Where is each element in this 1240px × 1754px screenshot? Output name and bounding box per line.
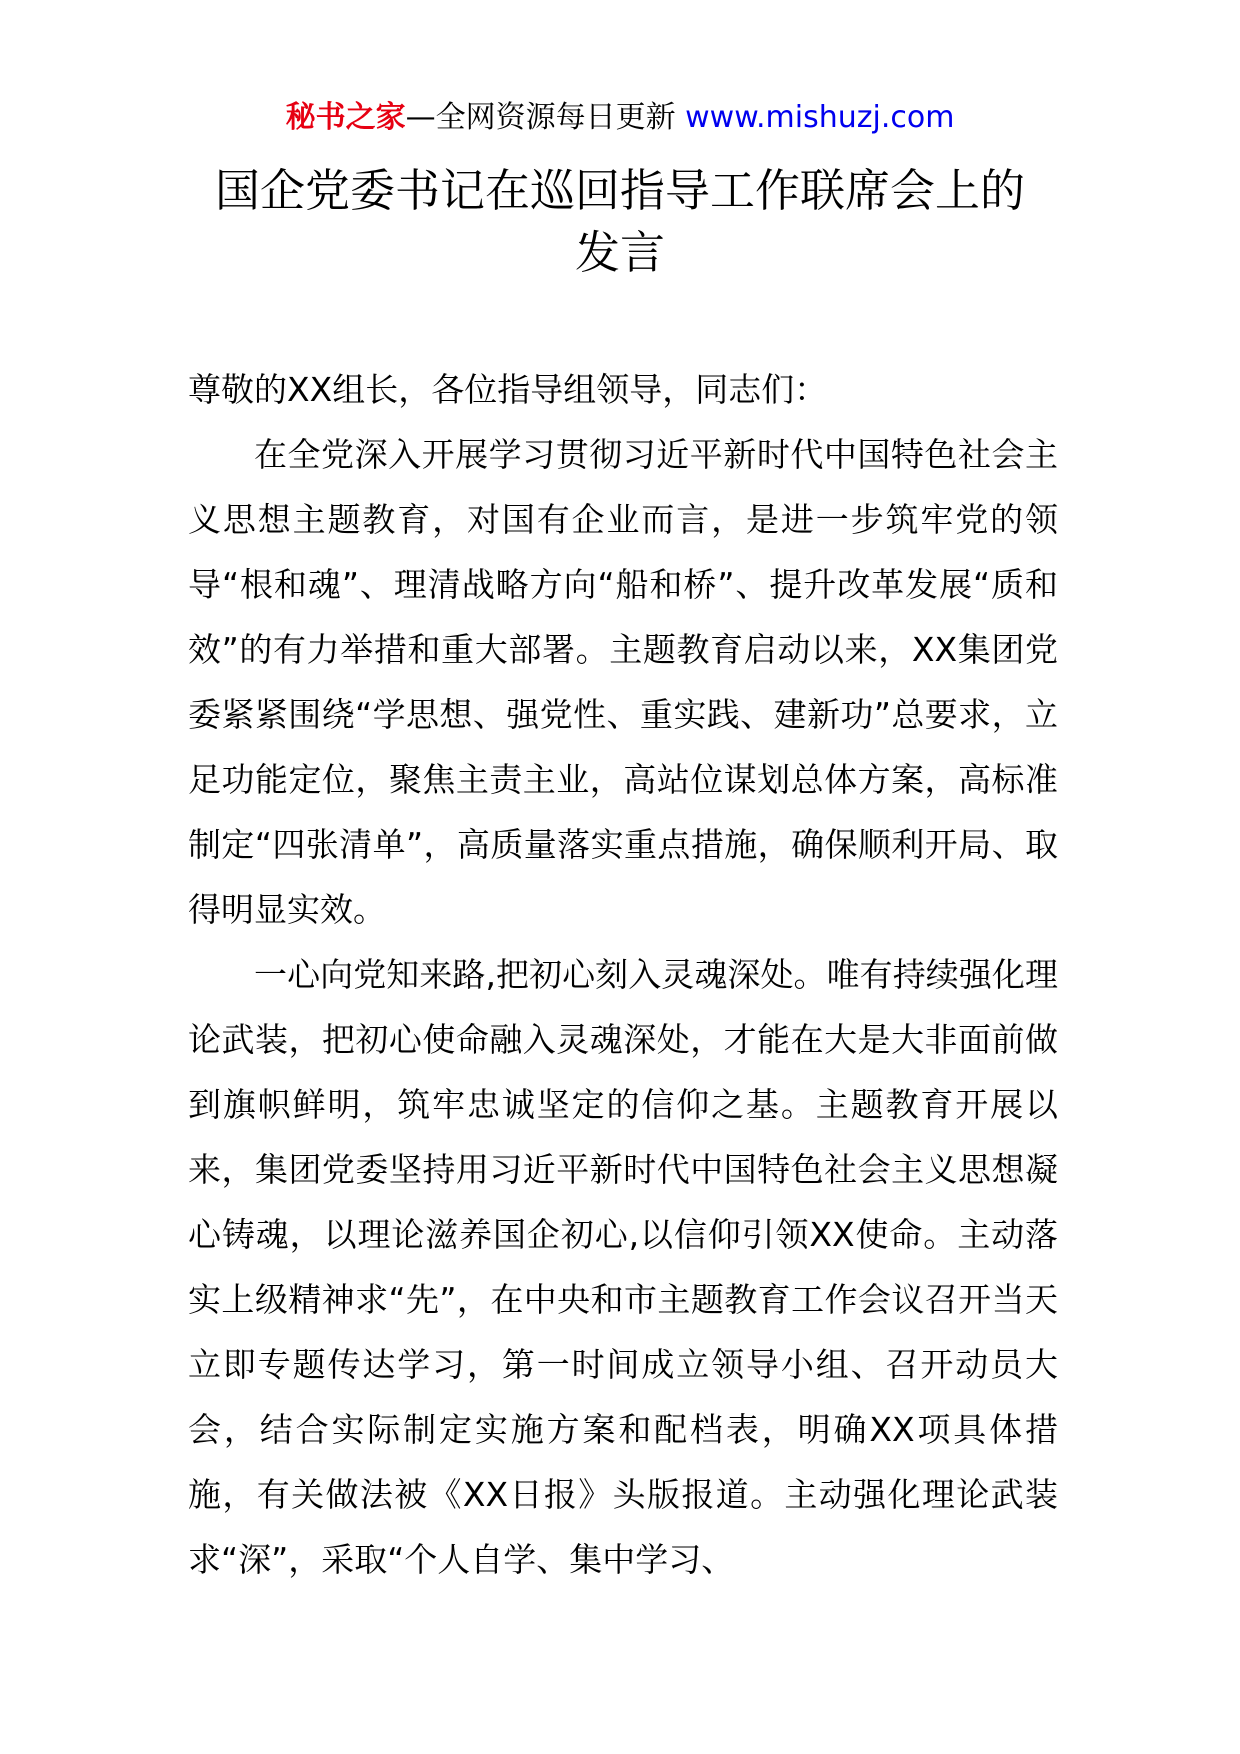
paragraph-intro: 在全党深入开展学习贯彻习近平新时代中国特色社会主义思想主题教育，对国有企业而言，是进一步筑牢党的领导“根和魂”、理清战略方向“船和桥”、提升改革发展“质和效”的有力举措和重大部署。主题教育启动以来，XX集团党委紧紧围绕“学思想、强党性、重实践、建新功”总要求，立足功能定位，聚焦主责主业，高站位谋划总体方案，高标准制定“四张清单”，高质量落实重点措施，确保顺利开局、取得明显实效。 bbox=[188, 435, 1058, 929]
document-title bbox=[170, 160, 1070, 284]
document-body bbox=[188, 357, 1058, 1592]
site-url-link[interactable]: www.mishuzj.com bbox=[685, 100, 955, 135]
brand-name: 秘书之家 bbox=[285, 100, 406, 135]
title-line-2: 发言 bbox=[574, 226, 665, 279]
paragraph-section-1: 一心向党知来路,把初心刻入灵魂深处。唯有持续强化理论武装，把初心使命融入灵魂深处，才能在大是大非面前做到旗帜鲜明，筑牢忠诚坚定的信仰之基。主题教育开展以来，集团党委坚持用习近平新时代中国特色社会主义思想凝心铸魂，以理论滋养国企初心,以信仰引领XX使命。主动落实上级精神求“先”，在中央和市主题教育工作会议召开当天立即专题传达学习，第一时间成立领导小组、召开动员大会，结合实际制定实施方案和配档表，明确XX项具体措施，有关做法被《XX日报》头版报道。主动强化理论武装求“深”，采取“个人自学、集中学习、 bbox=[188, 955, 1058, 1579]
site-header bbox=[0, 98, 1240, 138]
header-slogan: —全网资源每日更新 bbox=[405, 100, 676, 135]
salutation: 尊敬的XX组长，各位指导组领导，同志们： bbox=[188, 370, 828, 409]
title-line-1: 国企党委书记在巡回指导工作联席会上的 bbox=[214, 164, 1025, 217]
